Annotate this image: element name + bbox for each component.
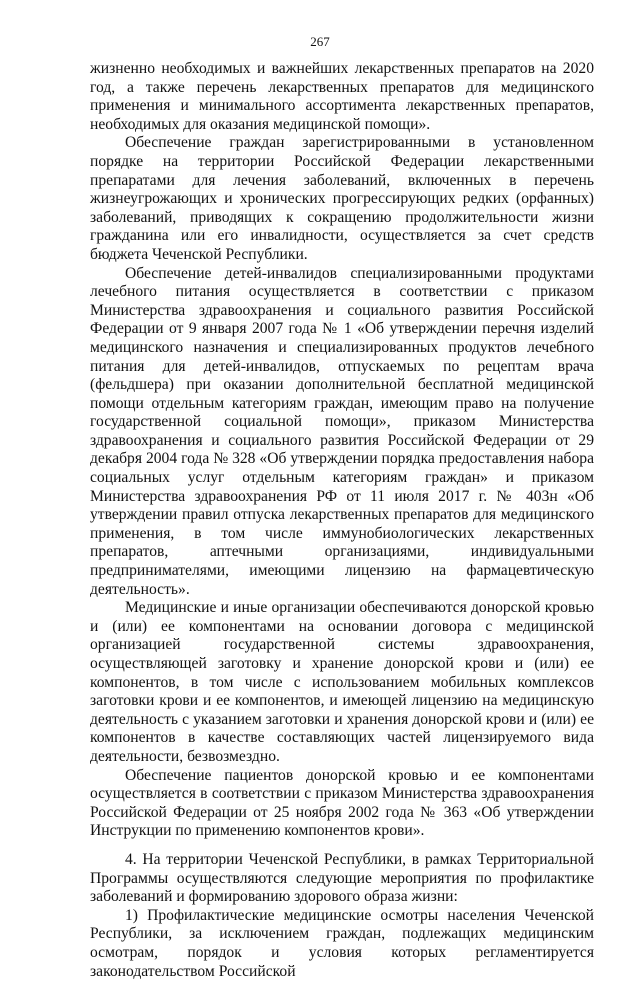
paragraph-donor-blood-organizations: Медицинские и иные организации обеспечиваются донорской кровью и (или) ее компонентами на основании договора с медицинской организацией государственной системы здравоохранения, осуществляющей заготовку и хранение донорской крови и (или) ее компонентов, в том числе с использованием мобильных комплексов заготовки крови и ее компонентов, и имеющей лицензию на медицинскую деятельность с указанием заготовки и хранения донорской крови и (или) ее компонентов в качестве составляющих частей лицензируемого вида деятельности, безвозмездно. [90, 599, 594, 765]
paragraph-continuation: жизненно необходимых и важнейших лекарственных препаратов на 2020 год, а также перечень лекарственных препаратов для медицинского применения и минимального ассортимента лекарственных препаратов, необходимых для оказания медицинской помощи». [90, 60, 594, 133]
paragraph-section-4: 4. На территории Чеченской Республики, в рамках Территориальной Программы осуществляются следующие мероприятия по профилактике заболеваний и формированию здорового образа жизни: [90, 850, 594, 906]
page-number: 267 [310, 34, 330, 49]
paragraph-item-1: 1) Профилактические медицинские осмотры населения Чеченской Республики, за исключением граждан, подлежащих медицинским осмотрам, порядок и условия которых регламентируется законодательством Российской [90, 906, 594, 980]
paragraph-donor-blood-patients: Обеспечение пациентов донорской кровью и ее компонентами осуществляется в соответствии с приказом Министерства здравоохранения Российской Федерации от 25 ноября 2002 года № 363 «Об утверждении Инструкции по применению компонентов крови». [90, 766, 594, 840]
paragraph-orphan-diseases: Обеспечение граждан зарегистрированными в установленном порядке на территории Российской Федерации лекарственными препаратами для лечения заболеваний, включенных в перечень жизнеугрожающих и хронических прогрессирующих редких (орфанных) заболеваний, приводящих к сокращению продолжительности жизни гражданина или его инвалидности, осуществляется за счет средств бюджета Чеченской Республики. [90, 134, 594, 263]
paragraph-disabled-children-nutrition: Обеспечение детей-инвалидов специализированными продуктами лечебного питания осуществляется в соответствии с приказом Министерства здравоохранения и социального развития Российской Федерации от 9 января 2007 года № 1 «Об утверждении перечня изделий медицинского назначения и специализированных продуктов лечебного питания для детей-инвалидов, отпускаемых по рецептам врача (фельдшера) при оказании дополнительной бесплатной медицинской помощи отдельным категориям граждан, имеющим право на получение государственной социальной помощи», приказом Министерства здравоохранения и социального развития Российской Федерации от 29 декабря 2004 года № 328 «Об утверждении порядка предоставления набора социальных услуг отдельным категориям граждан» и приказом Министерства здравоохранения РФ от 11 июля 2017 г. № 403н «Об утверждении правил отпуска лекарственных препаратов для медицинского применения, в том числе иммунобиологических лекарственных препаратов, аптечными организациями, индивидуальными предпринимателями, имеющими лицензию на фармацевтическую деятельность». [90, 264, 594, 598]
document-body [90, 60, 594, 981]
